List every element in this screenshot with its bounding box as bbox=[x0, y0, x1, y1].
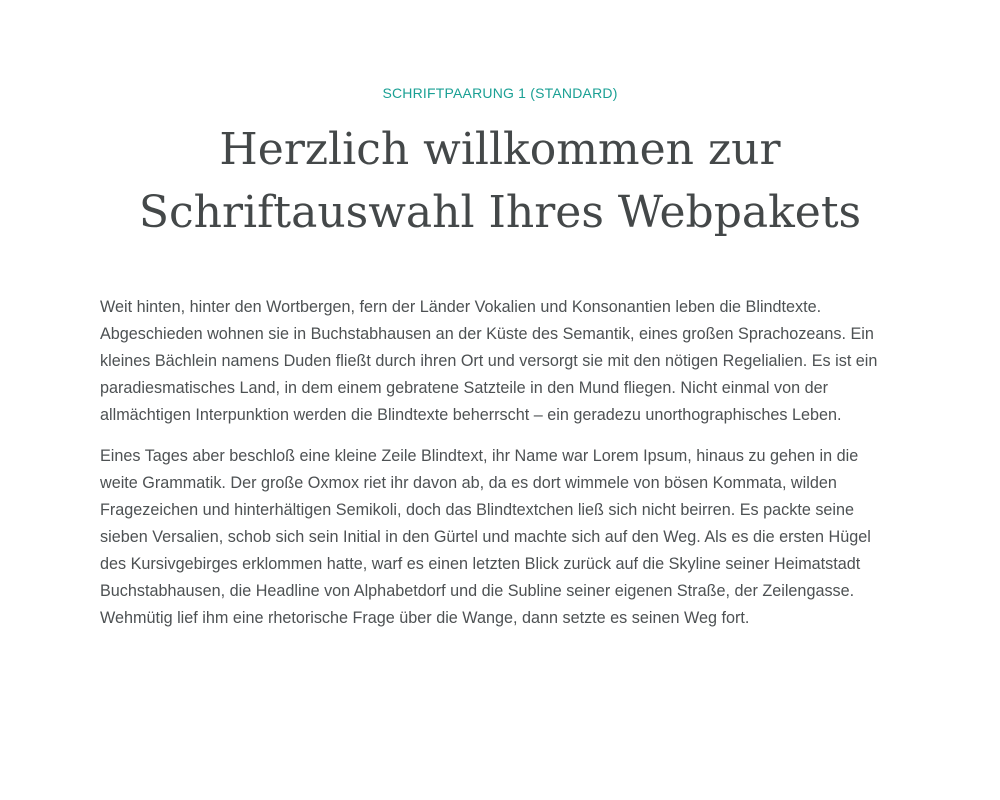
body-text bbox=[100, 294, 900, 646]
paragraph: Eines Tages aber beschloß eine kleine Zeile Blindtext, ihr Name war Lorem Ipsum, hinaus zu gehen in die weite Grammatik. Der große Oxmox riet ihr davon ab, da es dort wimmele von bösen Kommata, wilden Fragezeichen und hinterhältigen Semikoli, doch das Blindtextchen ließ sich nicht beirren. Es packte seine sieben Versalien, schob sich sein Initial in den Gürtel und machte sich auf den Weg. Als es die ersten Hügel des Kursivgebirges erklommen hatte, warf es einen letzten Blick zurück auf die Skyline seiner Heimatstadt Buchstabhausen, die Headline von Alphabetdorf und die Subline seiner eigenen Straße, der Zeilengasse. Wehmütig lief ihm eine rhetorische Frage über die Wange, dann setzte es seinen Weg fort. bbox=[100, 447, 871, 627]
page-title: Herzlich willkommen zur Schriftauswahl Ihres Webpakets bbox=[138, 124, 862, 238]
section-eyebrow: SCHRIFTPAARUNG 1 (STANDARD) bbox=[382, 85, 618, 101]
paragraph: Weit hinten, hinter den Wortbergen, fern der Länder Vokalien und Konsonantien leben die Blindtexte. Abgeschieden wohnen sie in Buchstabhausen an der Küste des Semantik, eines großen Sprachozeans. Ein kleines Bächlein namens Duden fließt durch ihren Ort und versorgt sie mit den nötigen Regelialien. Es ist ein paradiesmatisches Land, in dem einem gebratene Satzteile in den Mund fliegen. Nicht einmal von der allmächtigen Interpunktion werden die Blindtexte beherrscht – ein geradezu unorthographisches Leben. bbox=[100, 298, 878, 424]
